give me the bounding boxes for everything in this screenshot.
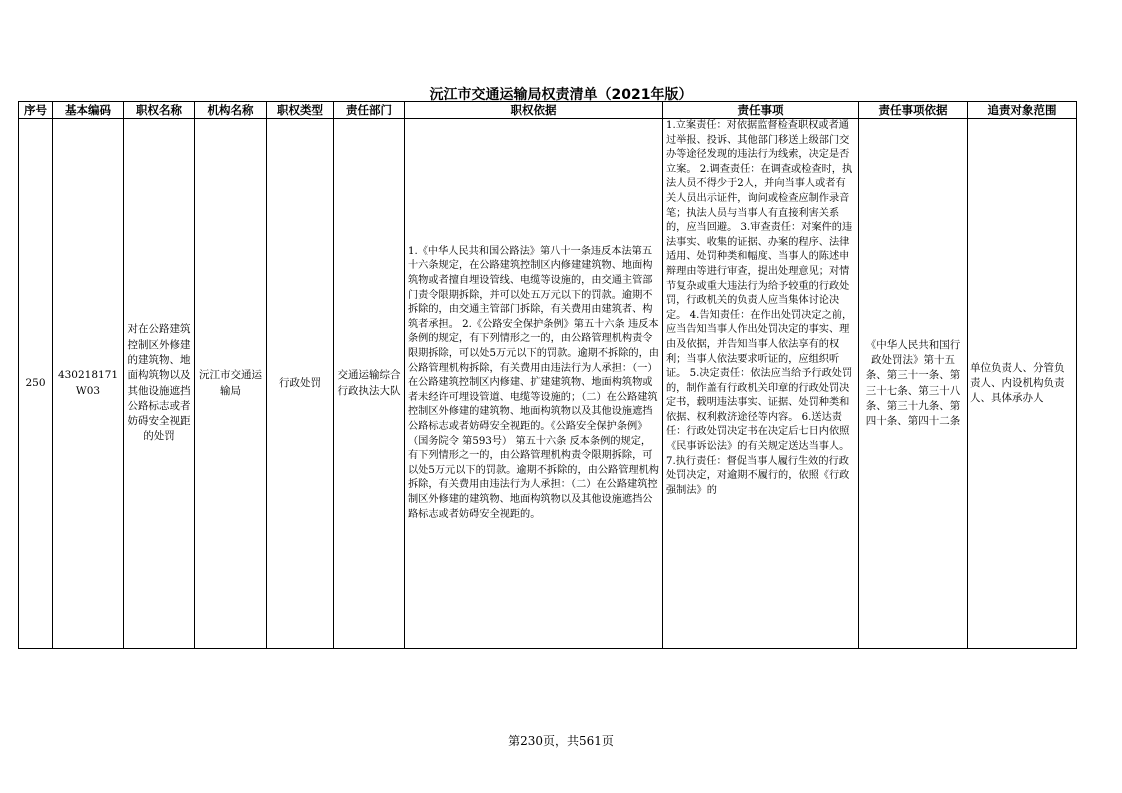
header-basis: 职权依据 (405, 102, 663, 119)
cell-org: 沅江市交通运输局 (195, 119, 267, 649)
cell-dept: 交通运输综合行政执法大队 (334, 119, 405, 649)
header-code: 基本编码 (53, 102, 124, 119)
page-title: 沅江市交通运输局权责清单（2021年版） (429, 87, 693, 103)
header-power-name: 职权名称 (124, 102, 195, 119)
header-dept: 责任部门 (334, 102, 405, 119)
header-duties: 责任事项 (663, 102, 859, 119)
responsibility-table (18, 101, 1077, 649)
cell-duties: 1.立案责任：对依据监督检查职权或者通过举报、投诉、其他部门移送上级部门交办等途径发现的违法行为线索，决定是否立案。 2.调查责任：在调查或检查时，执法人员不得少于2人，并向当事人或者有关人员出示证件，询问或检查应制作录音笔；执法人员与当事人有直接利害关系的，应当回避。 3.审查责任：对案件的违法事实、收集的证据、办案的程序、法律适用、处罚种类和幅度、当事人的陈述申辩理由等进行审查，提出处理意见；对情节复杂或重大违法行为给予较重的行政处罚，行政机关的负责人应当集体讨论决定。 4.告知责任：在作出处罚决定之前，应当告知当事人作出处罚决定的事实、理由及依据，并告知当事人依法享有的权利；当事人依法要求听证的，应组织听证。 5.决定责任：依法应当给予行政处罚的，制作盖有行政机关印章的行政处罚决定书，载明违法事实、证据、处罚种类和依据、权利救济途径等内容。 6.送达责任：行政处罚决定书在决定后七日内依照《民事诉讼法》的有关规定送达当事人。 7.执行责任：督促当事人履行生效的行政处罚决定，对逾期不履行的，依照《行政强制法》的 (663, 119, 859, 649)
cell-power-name: 对在公路建筑控制区外修建的建筑物、地面构筑物以及其他设施遮挡公路标志或者妨碍安全视距的处罚 (124, 119, 195, 649)
header-seq: 序号 (19, 102, 53, 119)
cell-basis: 1.《中华人民共和国公路法》第八十一条违反本法第五十六条规定，在公路建筑控制区内修建建筑物、地面构筑物或者擅自埋设管线、电缆等设施的，由交通主管部门责令限期拆除，并可以处五万元以下的罚款。逾期不拆除的，由交通主管部门拆除，有关费用由建筑者、构筑者承担。 2.《公路安全保护条例》第五十六条 违反本条例的规定，有下列情形之一的，由公路管理机构责令限期拆除，可以处5万元以下的罚款。逾期不拆除的，由公路管理机构拆除，有关费用由违法行为人承担：（一）在公路建筑控制区内修建、扩建建筑物、地面构筑物或者未经许可埋设管道、电缆等设施的；（二）在公路建筑控制区外修建的建筑物、地面构筑物以及其他设施遮挡公路标志或者妨碍安全视距的。《公路安全保护条例》（国务院令 第593号） 第五十六条 反本条例的规定，有下列情形之一的，由公路管理机构责令限期拆除，可以处5万元以下的罚款。逾期不拆除的，由公路管理机构拆除，有关费用由违法行为人承担：（二）在公路建筑控制区外修建的建筑物、地面构筑物以及其他设施遮挡公路标志或者妨碍安全视距的。 (405, 119, 663, 649)
cell-power-type: 行政处罚 (267, 119, 334, 649)
cell-accountability: 单位负责人、分管负责人、内设机构负责人、具体承办人 (968, 119, 1077, 649)
page-footer: 第230页，共561页 (508, 734, 614, 748)
cell-code: 430218171W03 (53, 119, 124, 649)
header-power-type: 职权类型 (267, 102, 334, 119)
cell-seq: 250 (19, 119, 53, 649)
header-duty-basis: 责任事项依据 (859, 102, 968, 119)
table-row (19, 119, 1077, 649)
header-accountability: 追责对象范围 (968, 102, 1077, 119)
header-org: 机构名称 (195, 102, 267, 119)
table-header-row (19, 102, 1077, 119)
cell-duty-basis: 《中华人民共和国行政处罚法》第十五条、第三十一条、第三十七条、第三十八条、第三十九条、第四十条、第四十二条 (859, 119, 968, 649)
